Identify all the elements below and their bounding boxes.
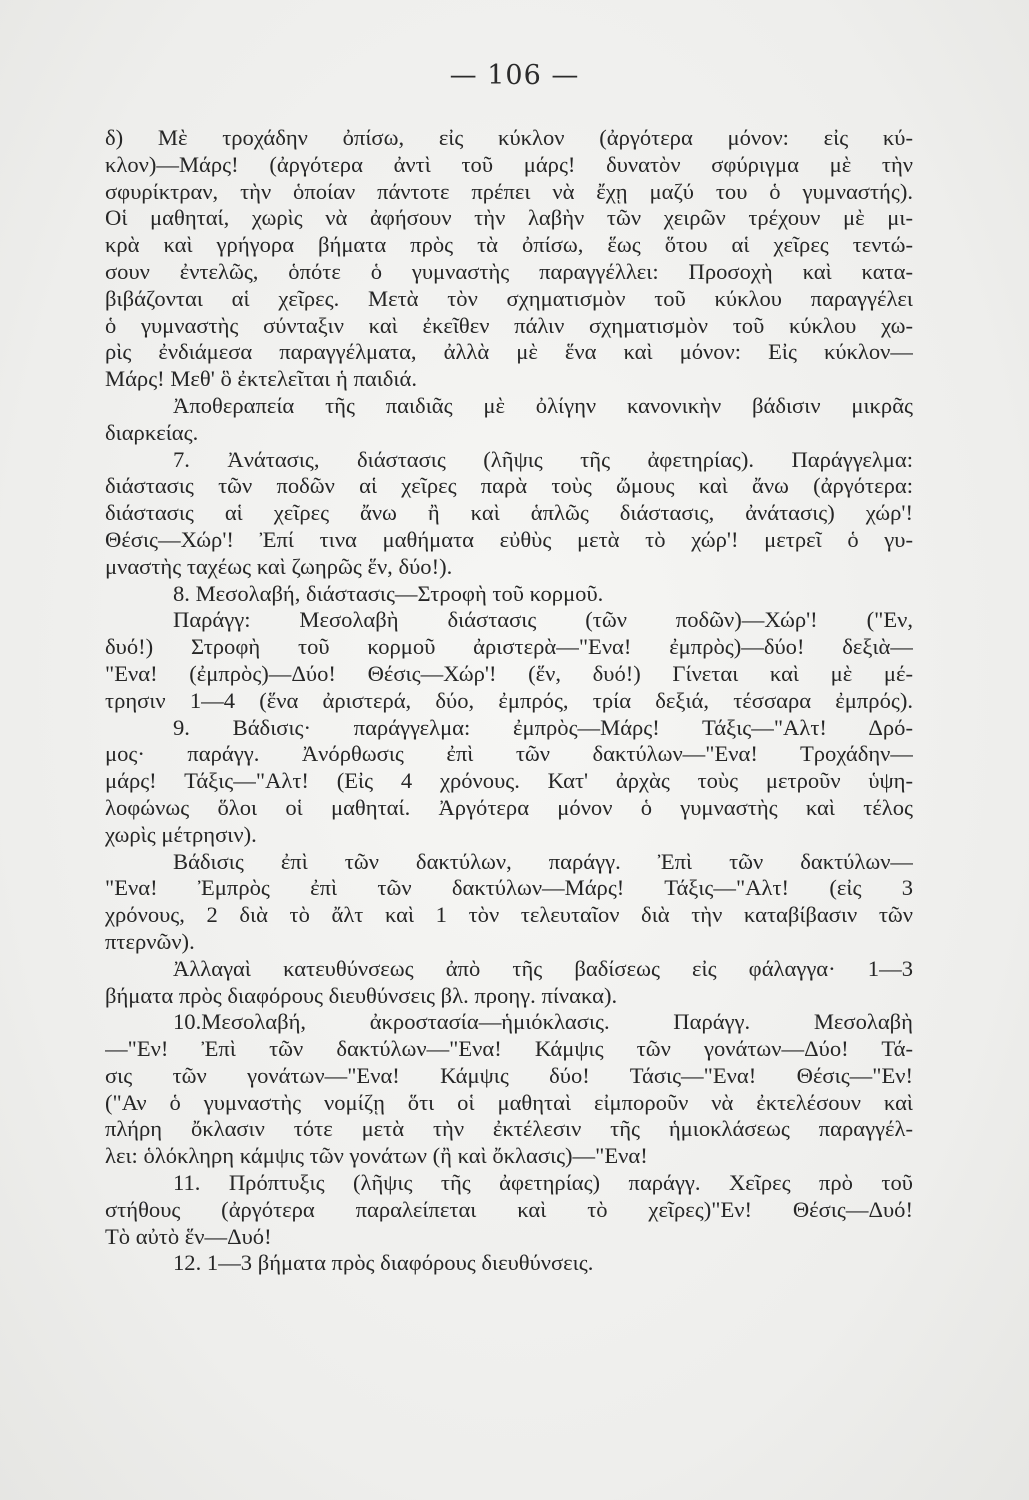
text-line: Μάρς! Μεθ' ὃ ἐκτελεῖται ἡ παιδιά.	[105, 366, 417, 392]
text-line: 8. Μεσολαβή, διάστασις—Στροφὴ τοῦ κορμοῦ.	[173, 580, 604, 606]
text-line: τρησιν 1—4 (ἕνα ἀριστερά, δύο, ἐμπρός, τρία δεξιά, τέσσαρα ἐμπρός).	[105, 687, 913, 713]
text-line: 12. 1—3 βήματα πρὸς διαφόρους διευθύνσεις.	[173, 1250, 594, 1276]
text-line: σουν ἐντελῶς, ὁπότε ὁ γυμναστὴς παραγγέλλει: Προσοχὴ καὶ κατα-	[105, 258, 913, 284]
text-line: —"Εν! Ἐπὶ τῶν δακτύλων—"Ενα! Κάμψις τῶν γονάτων—Δύο! Τά-	[105, 1036, 913, 1062]
text-line: διάστασις αἱ χεῖρες ἄνω ἢ καὶ ἁπλῶς διάστασις, ἀνάτασις) χώρ'!	[105, 500, 913, 526]
text-line: βιβάζονται αἱ χεῖρες. Μετὰ τὸν σχηματισμὸν τοῦ κύκλου παραγγέλει	[105, 285, 913, 311]
text-line: χρόνους, 2 διὰ τὸ ἄλτ καὶ 1 τὸν τελευταῖον διὰ τὴν καταβίβασιν τῶν	[105, 902, 913, 928]
text-line: Ἀλλαγαὶ κατευθύνσεως ἀπὸ τῆς βαδίσεως εἰς φάλαγγα· 1—3	[173, 955, 913, 981]
text-line: ὁ γυμναστὴς σύνταξιν καὶ ἐκεῖθεν πάλιν σχηματισμὸν τοῦ κύκλου χω-	[105, 312, 913, 338]
text-line: κλον)—Μάρς! (ἀργότερα ἀντὶ τοῦ μάρς! δυνατὸν σφύριγμα μὲ τὴν	[105, 151, 913, 177]
text-line: Θέσις—Χώρ'! Ἐπί τινα μαθήματα εὐθὺς μετὰ τὸ χώρ'! μετρεῖ ὁ γυ-	[105, 526, 913, 552]
text-line: ρὶς ἐνδιάμεσα παραγγέλματα, ἀλλὰ μὲ ἕνα καὶ μόνον: Εἰς κύκλον—	[105, 339, 913, 365]
text-line: Τὸ αὐτὸ ἕν—Δυό!	[105, 1223, 272, 1249]
text-line: πτερνῶν).	[105, 928, 195, 954]
text-line: διαρκείας.	[105, 419, 199, 445]
text-line: δ) Μὲ τροχάδην ὀπίσω, εἰς κύκλον (ἀργότερα μόνον: εἰς κύ-	[105, 125, 913, 150]
text-line: ("Αν ὁ γυμναστὴς νομίζῃ ὅτι οἱ μαθηταὶ εἰμποροῦν νὰ ἐκτελέσουν καὶ	[105, 1089, 913, 1115]
text-line: σφυρίκτραν, τὴν ὁποίαν πάντοτε πρέπει νὰ ἔχῃ μαζύ του ὁ γυμναστής).	[105, 178, 913, 204]
text-line: δυό!) Στροφὴ τοῦ κορμοῦ ἀριστερὰ—"Ενα! ἐμπρὸς)—δύο! δεξιὰ—	[105, 634, 913, 660]
text-line: "Ενα! Ἐμπρὸς ἐπὶ τῶν δακτύλων—Μάρς! Τάξις—"Αλτ! (εἰς 3	[105, 875, 913, 901]
text-line: χωρὶς μέτρησιν).	[105, 821, 257, 847]
text-line: μναστὴς ταχέως καὶ ζωηρῶς ἕν, δύο!).	[105, 553, 453, 579]
text-line: κρὰ καὶ γρήγορα βήματα πρὸς τὰ ὀπίσω, ἕως ὅτου αἱ χεῖρες τεντώ-	[105, 232, 913, 258]
text-line: Ἀποθεραπεία τῆς παιδιᾶς μὲ ὀλίγην κανονικὴν βάδισιν μικρᾶς	[173, 392, 913, 418]
text-line: λει: ὁλόκληρη κάμψις τῶν γονάτων (ἢ καὶ ὄκλασις)—"Ενα!	[105, 1143, 648, 1169]
text-line: 10.Μεσολαβή, ἀκροστασία—ἡμιόκλασις. Παράγγ. Μεσολαβὴ	[173, 1009, 913, 1035]
body-text	[105, 125, 913, 1277]
text-line: Παράγγ: Μεσολαβὴ διάστασις (τῶν ποδῶν)—Χώρ'! ("Εν,	[173, 607, 913, 633]
text-line: 7. Ἀνάτασις, διάστασις (λῆψις τῆς ἀφετηρίας). Παράγγελμα:	[173, 446, 913, 472]
text-line: μος· παράγγ. Ἀνόρθωσις ἐπὶ τῶν δακτύλων—"Ενα! Τροχάδην—	[105, 741, 913, 767]
text-line: "Ενα! (ἐμπρὸς)—Δύο! Θέσις—Χώρ'! (ἕν, δυό!) Γίνεται καὶ μὲ μέ-	[105, 660, 913, 686]
text-line: σις τῶν γονάτων—"Ενα! Κάμψις δύο! Τάσις—"Ενα! Θέσις—"Εν!	[105, 1062, 913, 1088]
text-line: Βάδισις ἐπὶ τῶν δακτύλων, παράγγ. Ἐπὶ τῶν δακτύλων—	[173, 848, 913, 874]
text-line: μάρς! Τάξις—"Αλτ! (Εἰς 4 χρόνους. Κατ' ἀρχὰς τοὺς μετροῦν ὑψη-	[105, 768, 913, 794]
text-line: στήθους (ἀργότερα παραλείπεται καὶ τὸ χεῖρες)"Εν! Θέσις—Δυό!	[105, 1196, 913, 1222]
text-line: βήματα πρὸς διαφόρους διευθύνσεις βλ. προηγ. πίνακα).	[105, 982, 618, 1008]
text-line: πλήρη ὄκλασιν τότε μετὰ τὴν ἐκτέλεσιν τῆς ἡμιοκλάσεως παραγγέλ-	[105, 1116, 913, 1142]
text-line: λοφώνως ὅλοι οἱ μαθηταί. Ἀργότερα μόνον ὁ γυμναστὴς καὶ τέλος	[105, 794, 913, 820]
text-line: διάστασις τῶν ποδῶν αἱ χεῖρες παρὰ τοὺς ὤμους καὶ ἄνω (ἀργότερα:	[105, 473, 913, 499]
page-number: — 106 —	[449, 60, 580, 91]
text-line: 11. Πρόπτυξις (λῆψις τῆς ἀφετηρίας) παράγγ. Χεῖρες πρὸ τοῦ	[173, 1170, 913, 1196]
text-line: Οἱ μαθηταί, χωρὶς νὰ ἀφήσουν τὴν λαβὴν τῶν χειρῶν τρέχουν μὲ μι-	[105, 205, 913, 231]
text-line: 9. Βάδισις· παράγγελμα: ἐμπρὸς—Μάρς! Τάξις—"Αλτ! Δρό-	[173, 714, 913, 740]
